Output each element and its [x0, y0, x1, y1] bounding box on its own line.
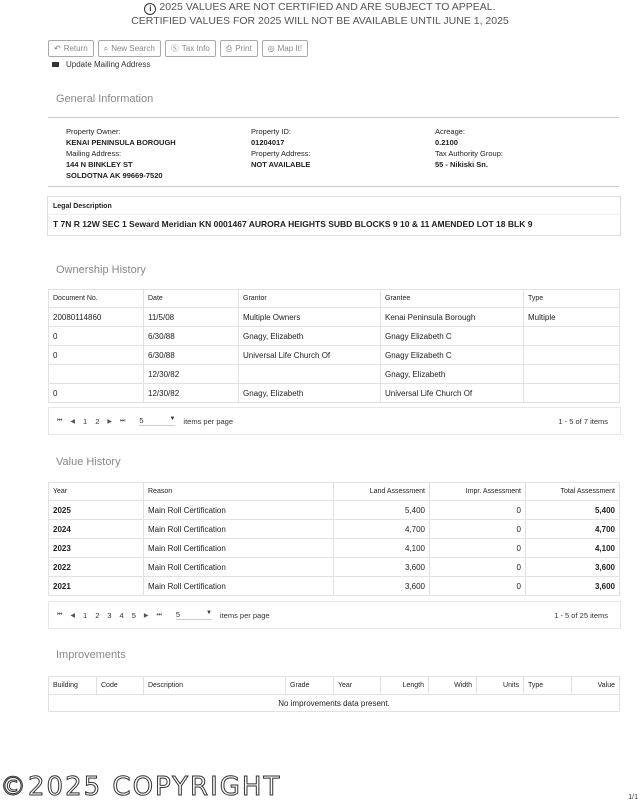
envelope-icon	[52, 62, 59, 67]
print-button[interactable]: ⎙ Print	[220, 40, 258, 57]
owner-label: Property Owner:	[66, 127, 121, 136]
print-icon: ⎙	[225, 43, 233, 53]
last-page-icon[interactable]: ⏭	[120, 417, 126, 424]
acreage-value: 0.2100	[435, 138, 458, 147]
table-row: 2021 Main Roll Certification 3,600 0 3,600	[49, 577, 620, 596]
pager-count: 1 - 5 of 25 items	[554, 611, 608, 620]
column-header[interactable]: Code	[97, 677, 144, 695]
table-row: 2025 Main Roll Certification 5,400 0 5,400	[49, 501, 620, 520]
ownership-pager	[48, 407, 621, 435]
column-header[interactable]: Type	[524, 290, 620, 308]
column-header[interactable]: Length	[381, 677, 429, 695]
column-header[interactable]: Units	[477, 677, 524, 695]
column-header[interactable]: Total Assessment	[526, 483, 620, 501]
first-page-icon[interactable]: ⏮	[57, 611, 63, 618]
column-header[interactable]: Width	[429, 677, 477, 695]
legal-description-label: Legal Description	[53, 203, 112, 210]
column-header[interactable]: Date	[144, 290, 239, 308]
improvements-table	[48, 676, 620, 712]
property-id-label: Property ID:	[251, 127, 292, 136]
divider	[48, 117, 619, 118]
page-link[interactable]: 1	[83, 610, 88, 620]
return-arrow-icon: ↶	[54, 44, 61, 53]
tax-info-button[interactable]: Ⓢ Tax Info	[165, 40, 216, 57]
appeal-notice	[0, 0, 640, 27]
search-icon: ⌕	[103, 43, 109, 53]
column-header[interactable]: Grantee	[381, 290, 524, 308]
value-history-pager	[48, 601, 621, 629]
tax-authority-label: Tax Authority Group:	[435, 149, 503, 158]
table-row: 20080114860 11/5/08 Multiple Owners Kenai Peninsula Borough Multiple	[49, 308, 620, 327]
general-information-title: General Information	[56, 93, 154, 105]
column-header[interactable]: Type	[524, 677, 572, 695]
update-mailing-address-link[interactable]: Update Mailing Address	[52, 60, 151, 69]
property-address-label: Property Address:	[251, 149, 311, 158]
page-size-select[interactable]: 5 ▼	[175, 610, 212, 619]
table-row: 0 6/30/88 Universal Life Church Of Gnagy Elizabeth C	[49, 346, 620, 365]
page-link[interactable]: 2	[95, 416, 100, 426]
column-header[interactable]: Grade	[286, 677, 334, 695]
items-per-page-label: items per page	[219, 610, 270, 620]
acreage-label: Acreage:	[435, 127, 466, 136]
column-header[interactable]: Building	[49, 677, 97, 695]
table-row: 2023 Main Roll Certification 4,100 0 4,100	[49, 539, 620, 558]
column-header[interactable]: Document No.	[49, 290, 144, 308]
prev-page-icon[interactable]: ◀	[70, 612, 76, 619]
column-header[interactable]: Year	[334, 677, 381, 695]
property-id-value: 01204017	[251, 138, 285, 147]
column-header[interactable]: Impr. Assessment	[430, 483, 526, 501]
mailing-label: Mailing Address:	[66, 149, 122, 158]
value-history-table	[48, 482, 620, 596]
page-link[interactable]: 5	[131, 610, 136, 620]
mailing-line-1: 144 N BINKLEY ST	[66, 160, 133, 169]
notice-line-1: 2025 VALUES ARE NOT CERTIFIED AND ARE SUBJECT TO APPEAL.	[159, 1, 496, 13]
copyright: ©2025 COPYRIGHT	[0, 772, 282, 802]
page-link[interactable]: 3	[107, 610, 112, 620]
owner-value: KENAI PENINSULA BOROUGH	[66, 138, 176, 147]
column-header[interactable]: Description	[144, 677, 286, 695]
mailing-line-2: SOLDOTNA AK 99669-7520	[66, 171, 163, 180]
table-row: 2022 Main Roll Certification 3,600 0 3,600	[49, 558, 620, 577]
table-row: 0 6/30/88 Gnagy, Elizabeth Gnagy Elizabeth C	[49, 327, 620, 346]
column-header[interactable]: Year	[49, 483, 144, 501]
table-row	[49, 695, 620, 712]
return-button[interactable]: ↶ Return	[48, 40, 94, 57]
tax-authority-value: 55 - Nikiski Sn.	[435, 160, 488, 169]
info-icon: i	[144, 3, 156, 15]
next-page-icon[interactable]: ▶	[107, 418, 112, 425]
new-search-button[interactable]: ⌕ New Search	[98, 40, 161, 57]
ownership-history-title: Ownership History	[56, 264, 146, 276]
legal-description-box	[47, 196, 621, 236]
page-link[interactable]: 2	[95, 610, 100, 620]
column-header[interactable]: Land Assessment	[334, 483, 430, 501]
table-row: 0 12/30/82 Gnagy, Elizabeth Universal Life Church Of	[49, 384, 620, 403]
empty-message: No improvements data present.	[49, 695, 620, 712]
map-it-button[interactable]: ◎ Map It!	[262, 40, 308, 57]
pager-count: 1 - 5 of 7 items	[558, 417, 608, 426]
column-header[interactable]: Reason	[144, 483, 334, 501]
globe-icon: ◎	[267, 44, 275, 53]
notice-line-2: CERTIFIED VALUES FOR 2025 WILL NOT BE AVAILABLE UNTIL JUNE 1, 2025	[131, 15, 509, 27]
page-size-select[interactable]: 5 ▼	[139, 416, 176, 425]
last-page-icon[interactable]: ⏭	[156, 611, 162, 618]
page-number: 1/1	[628, 794, 638, 801]
divider	[48, 186, 619, 187]
chevron-down-icon: ▼	[169, 416, 176, 422]
table-row: 12/30/82 Gnagy, Elizabeth	[49, 365, 620, 384]
table-row: 2024 Main Roll Certification 4,700 0 4,700	[49, 520, 620, 539]
improvements-title: Improvements	[56, 649, 126, 661]
property-address-value: NOT AVAILABLE	[251, 160, 311, 169]
value-history-title: Value History	[56, 456, 121, 468]
page-link[interactable]: 1	[83, 416, 88, 426]
column-header[interactable]: Grantor	[239, 290, 381, 308]
toolbar	[48, 40, 308, 57]
page-link[interactable]: 4	[119, 610, 124, 620]
legal-description-value: T 7N R 12W SEC 1 Seward Meridian KN 0001467 AURORA HEIGHTS SUBD BLOCKS 9 10 & 11 AMENDED LOT 18 BLK 9	[53, 219, 533, 229]
chevron-down-icon: ▼	[205, 610, 212, 616]
dollar-icon: Ⓢ	[170, 44, 179, 53]
column-header[interactable]: Value	[572, 677, 620, 695]
next-page-icon[interactable]: ▶	[143, 612, 149, 619]
items-per-page-label: items per page	[183, 416, 234, 426]
ownership-history-table	[48, 289, 620, 403]
first-page-icon[interactable]: ⏮	[57, 417, 63, 424]
prev-page-icon[interactable]: ◀	[70, 418, 76, 425]
